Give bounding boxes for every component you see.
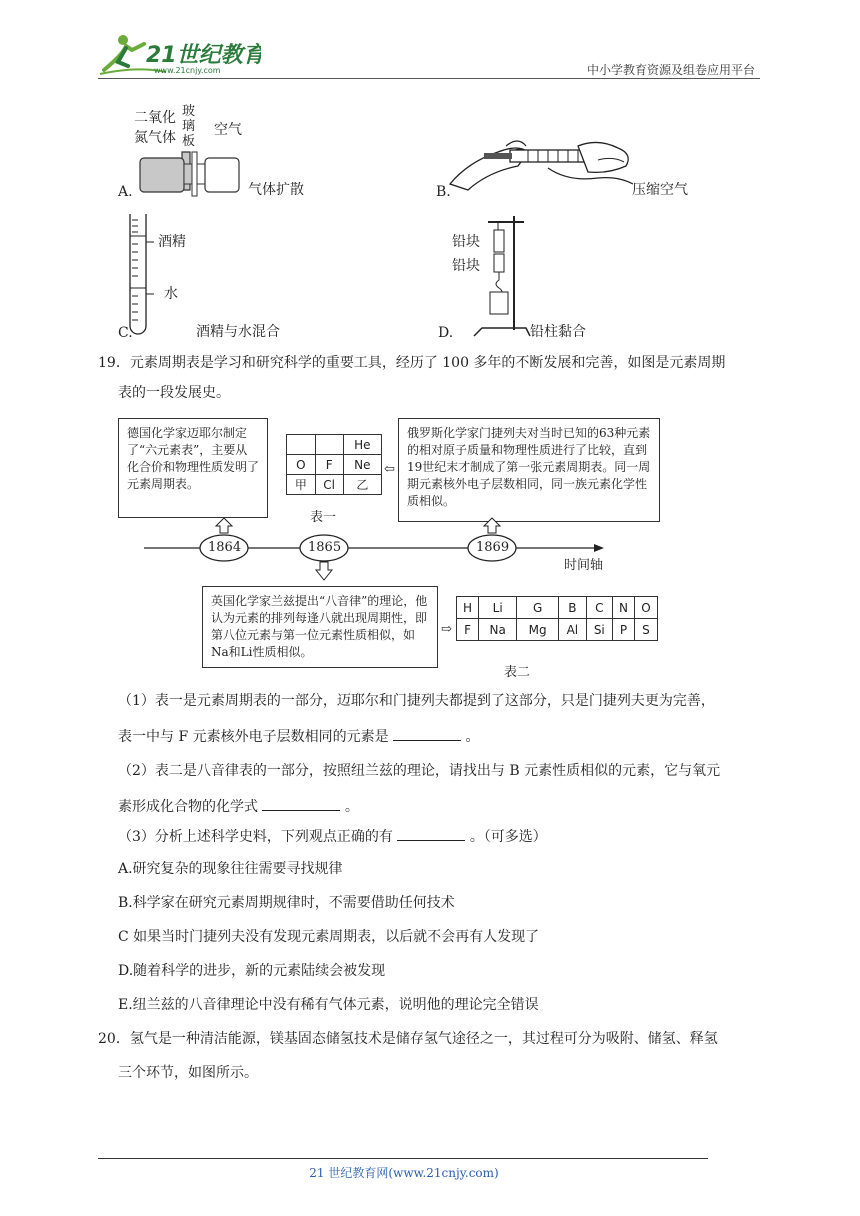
option-b-letter: B. xyxy=(436,184,451,200)
option-d-letter: D. xyxy=(438,325,454,341)
label-air: 空气 xyxy=(214,122,242,138)
footer-link[interactable]: 21 世纪教育网(www.21cnjy.com) xyxy=(309,1166,499,1180)
label-glass: 玻 璃 板 xyxy=(182,104,196,149)
sub1-line1: （1）表一是元素周期表的一部分，迈耶尔和门捷列夫都提到了这部分，只是门捷列夫更为完善， xyxy=(118,693,715,709)
year-1864: 1864 xyxy=(208,540,242,555)
sub3-line: （3）分析上述科学史料，下列观点正确的有 。（可多选） xyxy=(118,826,547,847)
label-no2-2: 氮气体 xyxy=(134,130,176,146)
option-b-caption: 压缩空气 xyxy=(632,182,688,198)
brand-name: 21世纪教育 xyxy=(146,43,261,68)
q19-stem-line2: 表的一段发展史。 xyxy=(118,385,230,401)
option-a-letter: A. xyxy=(118,184,133,200)
table-two-caption: 表二 xyxy=(504,665,531,680)
arrow-left-icon: ⇦ xyxy=(384,462,395,477)
box-1864-meyer: 德国化学家迈耶尔制定了“六元素表”，主要从化合价和物理性质发明了元素周期表。 xyxy=(118,418,268,518)
sub2-line2: 素形成化合物的化学式 。 xyxy=(118,796,359,817)
year-1869: 1869 xyxy=(476,540,510,555)
header-divider xyxy=(98,78,760,79)
sub2-line1: （2）表二是八音律表的一部分，按照纽兰兹的理论，请找出与 B 元素性质相似的元素，它与氧元 xyxy=(118,763,721,779)
option-e: E.纽兰兹的八音律理论中没有稀有气体元素，说明他的理论完全错误 xyxy=(118,997,539,1013)
option-b: B.科学家在研究元素周期规律时，不需要借助任何技术 xyxy=(118,895,455,911)
year-1865: 1865 xyxy=(308,540,342,555)
answer-blank-2[interactable] xyxy=(262,796,340,811)
option-c-figure xyxy=(126,212,156,338)
option-c: C 如果当时门捷列夫没有发现元素周期表，以后就不会再有人发现了 xyxy=(118,929,540,945)
option-d-caption: 铅柱黏合 xyxy=(530,324,586,340)
label-no2-1: 二氧化 xyxy=(134,110,176,126)
sub1-line2: 表一中与 F 元素核外电子层数相同的元素是 。 xyxy=(118,726,480,747)
box-1865-newlands: 英国化学家兰兹提出“八音律”的理论，他认为元素的排列每逢八就出现周期性，即第八位元素与第一位元素性质相似，如Na和Li性质相似。 xyxy=(202,586,438,668)
option-b-figure xyxy=(448,132,638,194)
arrow-right-icon: ⇨ xyxy=(441,622,452,637)
timeline-axis-label: 时间轴 xyxy=(564,558,604,573)
q20-line2: 三个环节，如图所示。 xyxy=(118,1065,258,1081)
option-a: A.研究复杂的现象往往需要寻找规律 xyxy=(118,861,343,877)
q19-stem-line1: 19．元素周期表是学习和研究科学的重要工具，经历了 100 多年的不断发展和完善，如图是元素周期 xyxy=(98,355,726,371)
label-lead-1: 铅块 xyxy=(452,234,480,250)
brand-url: www.21cnjy.com xyxy=(154,66,221,75)
option-c-caption: 酒精与水混合 xyxy=(196,324,280,340)
label-water: 水 xyxy=(164,286,178,302)
label-lead-2: 铅块 xyxy=(452,258,480,274)
footer-divider xyxy=(98,1158,708,1159)
box-1869-mendeleev: 俄罗斯化学家门捷列夫对当时已知的63种元素的相对原子质量和物理性质进行了比较，直到19世纪末才制成了第一张元素周期表。同一周期元素核外电子层数相同，同一族元素化学性质相似。 xyxy=(398,418,660,522)
table-two: H Li G B C N O F Na Mg Al Si P S xyxy=(456,596,658,641)
answer-blank-3[interactable] xyxy=(397,826,465,841)
table-one: He O F Ne 甲 Cl 乙 xyxy=(286,434,382,495)
label-alcohol: 酒精 xyxy=(158,234,186,250)
header-platform-text: 中小学教育资源及组卷应用平台 xyxy=(586,63,755,77)
option-a-caption: 气体扩散 xyxy=(248,182,304,198)
table-one-caption: 表一 xyxy=(310,510,337,525)
site-logo xyxy=(96,30,261,78)
answer-blank-1[interactable] xyxy=(393,726,461,741)
option-d: D.随着科学的进步，新的元素陆续会被发现 xyxy=(118,963,386,979)
q20-line1: 20．氢气是一种清洁能源，镁基固态储氢技术是储存氢气途径之一，其过程可分为吸附、储氢、释氢 xyxy=(98,1031,718,1047)
option-c-letter: C. xyxy=(118,325,133,341)
